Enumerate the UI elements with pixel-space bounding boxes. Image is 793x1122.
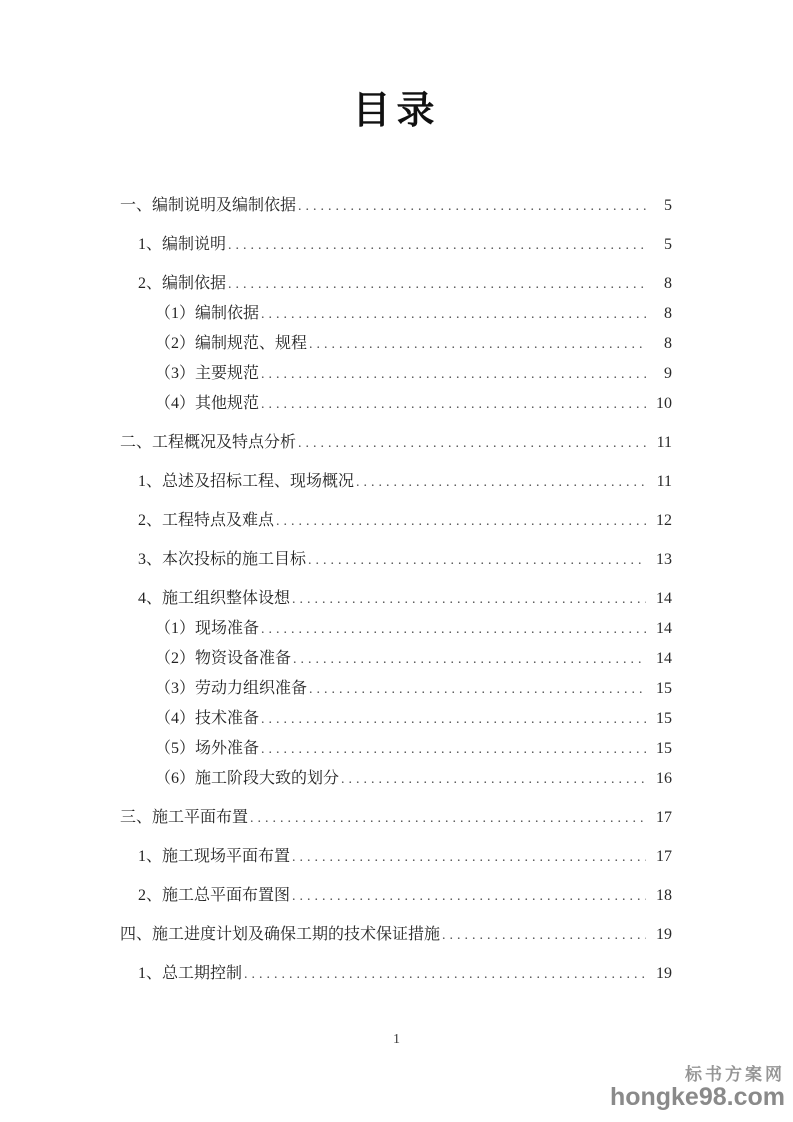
toc-leader-dots	[261, 394, 646, 415]
watermark-site-name: 标书方案网	[685, 1064, 785, 1084]
toc-leader-dots	[356, 472, 646, 493]
toc-entry[interactable]	[120, 588, 672, 609]
toc-entry[interactable]	[120, 195, 672, 216]
toc-entry-label: （4）技术准备	[155, 710, 260, 727]
toc-entry[interactable]	[120, 768, 672, 789]
toc-entry[interactable]	[120, 363, 672, 384]
toc-entry-page: 13	[656, 551, 672, 568]
toc-entry-page: 8	[664, 275, 672, 292]
toc-entry-page: 8	[664, 335, 672, 352]
toc-leader-dots	[292, 886, 646, 907]
toc-entry-page: 14	[656, 650, 672, 667]
toc-entry[interactable]	[120, 708, 672, 729]
toc-entry-label: （3）劳动力组织准备	[155, 680, 308, 697]
toc-entry-label: 2、编制依据	[138, 275, 227, 292]
toc-entry[interactable]	[120, 924, 672, 945]
toc-entry-label: 3、本次投标的施工目标	[138, 551, 307, 568]
toc-entry-label: 一、编制说明及编制依据	[120, 197, 297, 214]
toc-leader-dots	[442, 925, 646, 946]
toc-leader-dots	[292, 589, 646, 610]
toc-entry-page: 15	[656, 680, 672, 697]
toc-entry-page: 10	[656, 395, 672, 412]
toc-entry-label: 1、编制说明	[138, 236, 227, 253]
toc-entry[interactable]	[120, 678, 672, 699]
toc-entry-page: 15	[656, 710, 672, 727]
toc-leader-dots	[228, 274, 646, 295]
toc-entry[interactable]	[120, 273, 672, 294]
toc-entry-page: 18	[656, 887, 672, 904]
toc-entry[interactable]	[120, 510, 672, 531]
toc-leader-dots	[309, 334, 646, 355]
toc-entry-page: 11	[656, 473, 672, 490]
toc-entry-label: 二、工程概况及特点分析	[120, 434, 297, 451]
toc-entry-label: 1、施工现场平面布置	[138, 848, 291, 865]
toc-entry[interactable]	[120, 807, 672, 828]
toc-entry-label: 四、施工进度计划及确保工期的技术保证措施	[120, 926, 441, 943]
toc-entry[interactable]	[120, 549, 672, 570]
toc-leader-dots	[341, 769, 646, 790]
toc-leader-dots	[261, 619, 646, 640]
toc-entry[interactable]	[120, 738, 672, 759]
toc-entry[interactable]	[120, 303, 672, 324]
toc-entry-label: （4）其他规范	[155, 395, 260, 412]
table-of-contents	[0, 195, 793, 984]
toc-leader-dots	[244, 964, 646, 985]
toc-entry-label: （1）编制依据	[155, 305, 260, 322]
toc-entry-page: 17	[656, 848, 672, 865]
toc-entry-label: （2）编制规范、规程	[155, 335, 308, 352]
watermark-domain: hongke98.com	[609, 1082, 785, 1111]
toc-entry-label: （6）施工阶段大致的划分	[155, 770, 340, 787]
toc-leader-dots	[309, 679, 646, 700]
toc-leader-dots	[261, 709, 646, 730]
toc-entry-label: 4、施工组织整体设想	[138, 590, 291, 607]
toc-entry-page: 5	[664, 236, 672, 253]
toc-leader-dots	[293, 649, 646, 670]
watermark	[610, 1066, 785, 1110]
toc-entry-page: 11	[656, 434, 672, 451]
toc-entry-page: 5	[664, 197, 672, 214]
toc-leader-dots	[261, 739, 646, 760]
page-title: 目录	[352, 90, 441, 132]
toc-entry[interactable]	[120, 618, 672, 639]
toc-leader-dots	[298, 433, 646, 454]
toc-entry-page: 17	[656, 809, 672, 826]
toc-entry[interactable]	[120, 648, 672, 669]
toc-entry-label: 2、工程特点及难点	[138, 512, 275, 529]
toc-entry-label: （5）场外准备	[155, 740, 260, 757]
toc-entry[interactable]	[120, 963, 672, 984]
toc-entry-page: 9	[664, 365, 672, 382]
toc-entry[interactable]	[120, 885, 672, 906]
toc-leader-dots	[276, 511, 646, 532]
toc-entry[interactable]	[120, 432, 672, 453]
toc-entry-page: 15	[656, 740, 672, 757]
toc-leader-dots	[261, 304, 646, 325]
toc-entry-page: 14	[656, 620, 672, 637]
toc-entry[interactable]	[120, 333, 672, 354]
toc-entry-label: 2、施工总平面布置图	[138, 887, 291, 904]
toc-leader-dots	[261, 364, 646, 385]
toc-leader-dots	[298, 196, 646, 217]
toc-leader-dots	[308, 550, 646, 571]
page-number: 1	[393, 1032, 400, 1047]
toc-entry-page: 14	[656, 590, 672, 607]
toc-entry[interactable]	[120, 846, 672, 867]
toc-entry[interactable]	[120, 393, 672, 414]
toc-entry-label: （2）物资设备准备	[155, 650, 292, 667]
toc-entry-label: 1、总述及招标工程、现场概况	[138, 473, 355, 490]
toc-leader-dots	[250, 808, 646, 829]
toc-entry[interactable]	[120, 471, 672, 492]
toc-entry-page: 19	[656, 926, 672, 943]
toc-entry-label: 1、总工期控制	[138, 965, 243, 982]
toc-entry-label: 三、施工平面布置	[120, 809, 249, 826]
toc-entry-page: 8	[664, 305, 672, 322]
toc-leader-dots	[228, 235, 646, 256]
toc-entry-page: 16	[656, 770, 672, 787]
toc-entry[interactable]	[120, 234, 672, 255]
toc-leader-dots	[292, 847, 646, 868]
toc-entry-page: 12	[656, 512, 672, 529]
toc-entry-page: 19	[656, 965, 672, 982]
toc-entry-label: （3）主要规范	[155, 365, 260, 382]
toc-entry-label: （1）现场准备	[155, 620, 260, 637]
